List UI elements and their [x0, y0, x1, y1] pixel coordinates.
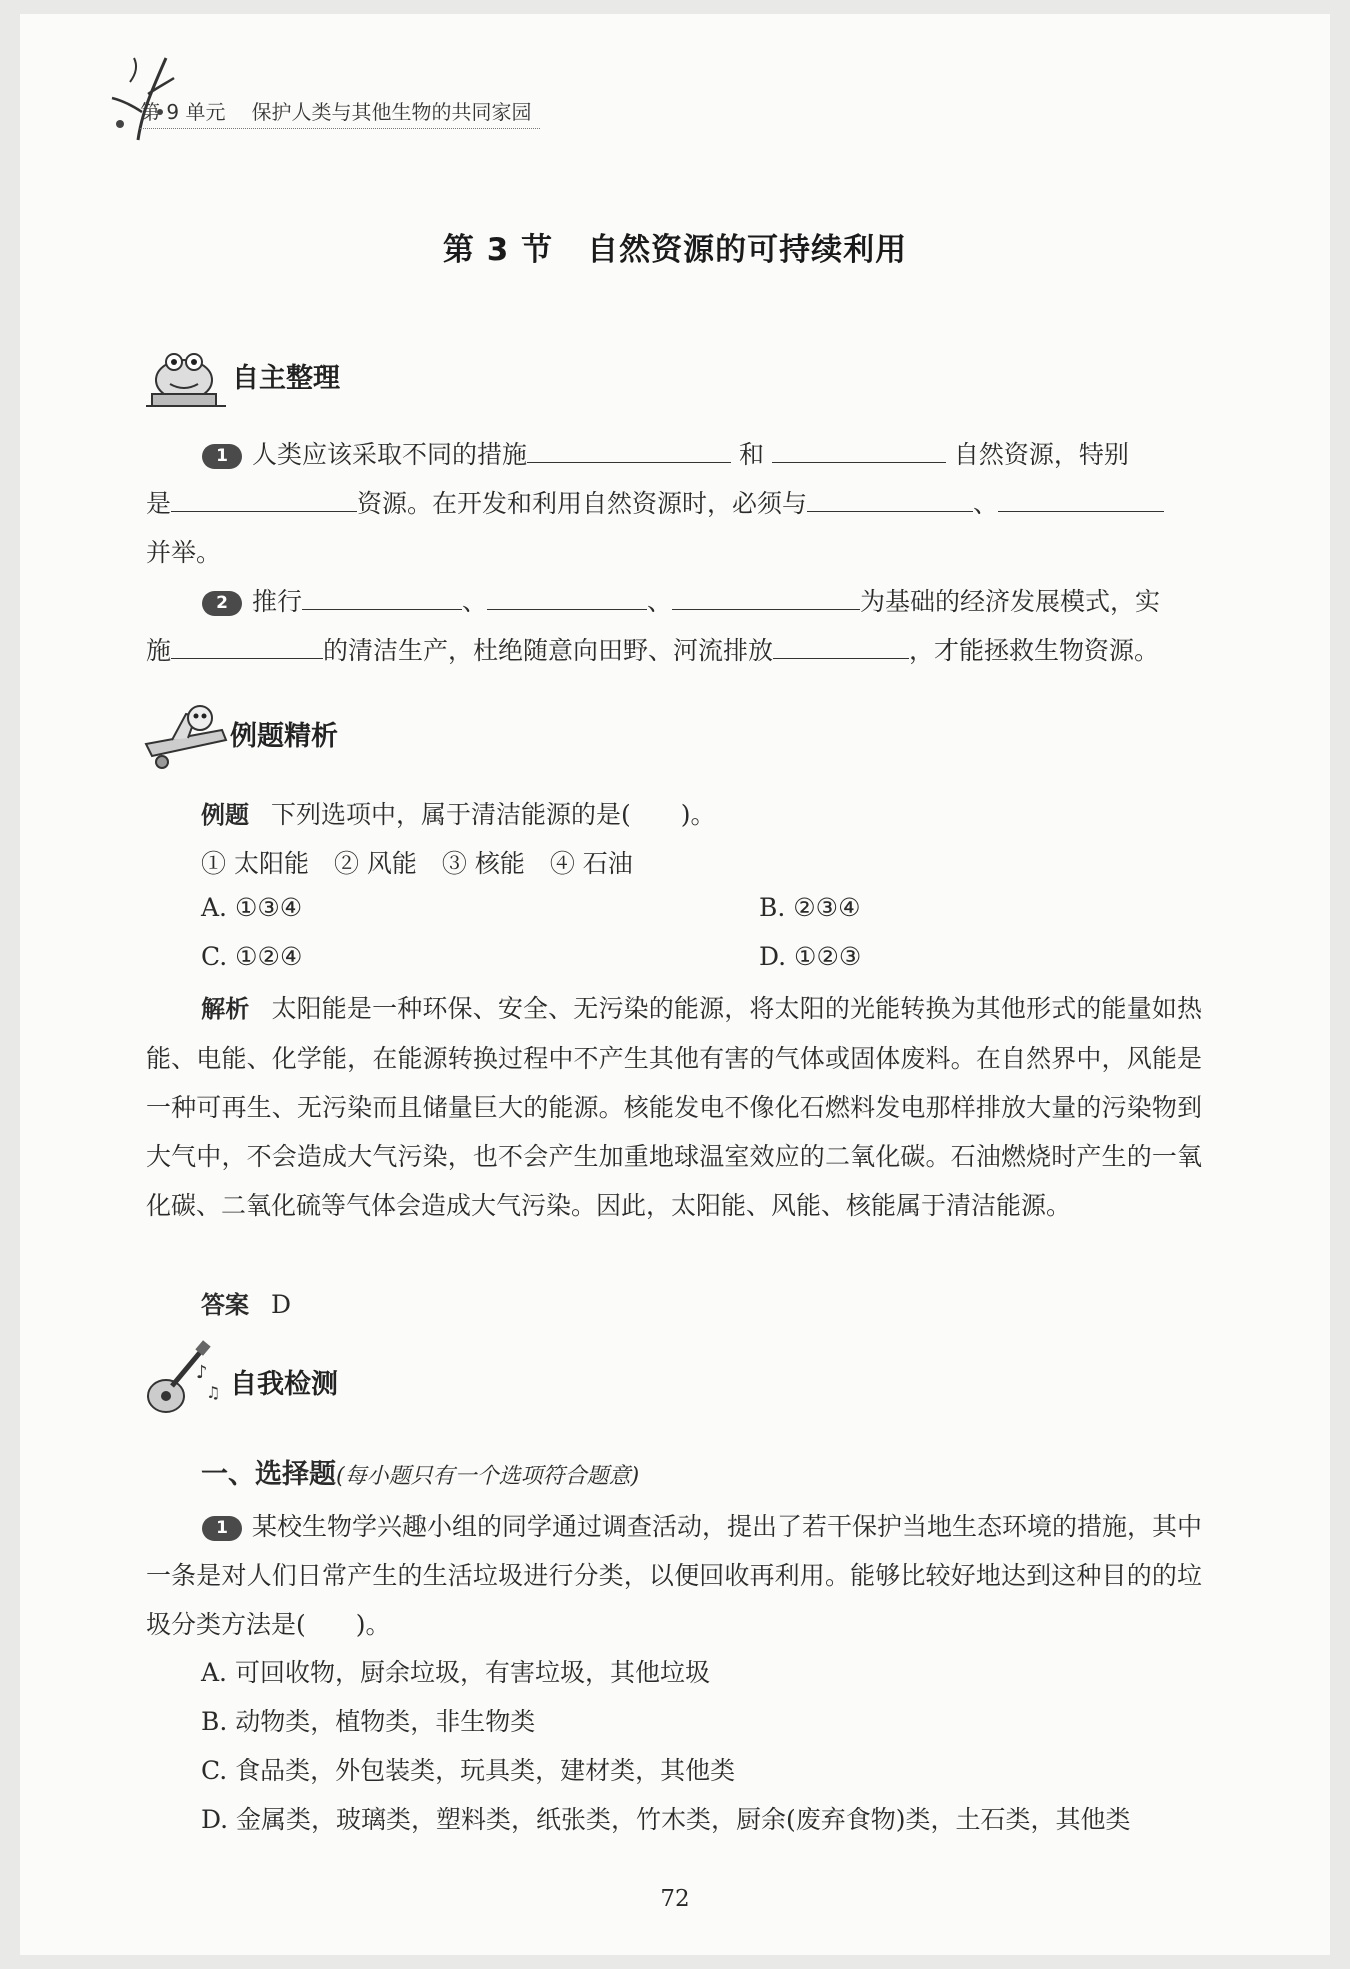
- frog-reading-icon: [142, 344, 232, 414]
- fill-blank[interactable]: [672, 585, 860, 610]
- svg-text:♪: ♪: [196, 1362, 208, 1383]
- answer-value: D: [271, 1290, 292, 1319]
- test-option-d[interactable]: D. 金属类，玻璃类，塑料类，纸张类，竹木类，厨余(废弃食物)类，土石类，其他类: [201, 1805, 1131, 1834]
- organize-question-2: 2 推行 、 、 为基础的经济发展模式，实 施 的清洁生产，杜绝随意向田野、河流排放 ，才能拯救生物资源。: [146, 587, 1161, 665]
- example-option-d[interactable]: D. ①②③: [759, 942, 862, 971]
- section-heading-example: 例题精析: [230, 721, 338, 752]
- question-number-badge: 1: [202, 444, 242, 469]
- answer-label: 答案: [201, 1291, 249, 1319]
- example-option-a[interactable]: A. ①③④: [201, 893, 303, 922]
- test-option-c[interactable]: C. 食品类，外包装类，玩具类，建材类，其他类: [201, 1756, 736, 1785]
- part-heading-choice: 一、选择题(每小题只有一个选项符合题意): [201, 1459, 640, 1490]
- fill-blank[interactable]: [807, 487, 973, 512]
- test-question-1: 1 某校生物学兴趣小组的同学通过调查活动，提出了若干保护当地生态环境的措施，其中一条是对人们日常产生的生活垃圾进行分类，以便回收再利用。能够比较好地达到这种目的的垃圾分类方法是( )。: [146, 1512, 1203, 1639]
- example-answer: [201, 1285, 291, 1320]
- running-header: [140, 96, 531, 125]
- fill-blank[interactable]: [302, 585, 462, 610]
- organize-question-1: 1 人类应该采取不同的措施 和 自然资源，特别 是 资源。在开发和利用自然资源时，必须与 、 并举。: [146, 430, 1202, 577]
- section-heading-self-test: 自我检测: [230, 1369, 338, 1400]
- section-title-text: 自然资源的可持续利用: [587, 232, 908, 268]
- example-question: 例题 下列选项中，属于清洁能源的是( )。: [201, 800, 716, 829]
- fill-blank[interactable]: [773, 634, 909, 659]
- example-option-c[interactable]: C. ①②④: [201, 942, 303, 971]
- page-number: 72: [660, 1886, 690, 1912]
- example-analysis: 解析 太阳能是一种环保、安全、无污染的能源，将太阳的光能转换为其他形式的能量如热能、电能、化学能，在能源转换过程中不产生其他有害的气体或固体废料。在自然界中，风能是一种可再生、无污染而且储量巨大的能源。核能发电不像化石燃料发电那样排放大量的污染物到大气中，不会造成大气污染，也不会产生加重地球温室效应的二氧化碳。石油燃烧时产生的一氧化碳、二氧化硫等气体会造成大气污染。因此，太阳能、风能、核能属于清洁能源。: [146, 994, 1202, 1220]
- fill-blank[interactable]: [772, 438, 946, 463]
- header-rule: [140, 128, 540, 129]
- svg-text:♫: ♫: [206, 1383, 221, 1402]
- test-option-a[interactable]: A. 可回收物，厨余垃圾，有害垃圾，其他垃圾: [201, 1658, 710, 1687]
- analysis-label: 解析: [201, 995, 250, 1023]
- section-number: 第 3 节: [442, 232, 554, 268]
- fill-blank[interactable]: [527, 438, 731, 463]
- section-heading-self-organize: 自主整理: [232, 363, 340, 394]
- fill-blank[interactable]: [487, 585, 647, 610]
- question-number-badge: 2: [202, 591, 242, 616]
- guitar-music-icon: [142, 1338, 222, 1420]
- example-label: 例题: [201, 801, 249, 829]
- fill-blank[interactable]: [998, 487, 1164, 512]
- example-option-b[interactable]: B. ②③④: [759, 893, 861, 922]
- fill-blank[interactable]: [171, 487, 357, 512]
- question-number-badge: 1: [202, 1516, 242, 1541]
- section-title: [0, 224, 1350, 269]
- fill-blank[interactable]: [171, 634, 323, 659]
- test-option-b[interactable]: B. 动物类，植物类，非生物类: [201, 1707, 536, 1736]
- example-items: ① 太阳能 ② 风能 ③ 核能 ④ 石油: [201, 849, 633, 878]
- header-unit-title: 保护人类与其他生物的共同家园: [251, 100, 532, 124]
- airplane-mascot-icon: [142, 700, 232, 774]
- header-unit: 第 9 单元: [140, 100, 226, 124]
